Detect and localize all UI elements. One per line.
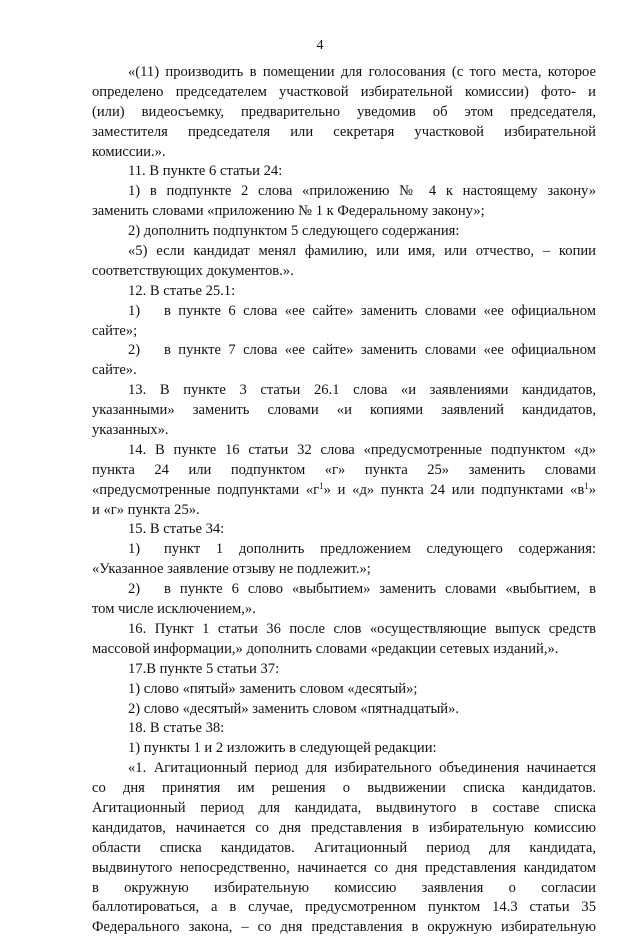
line-text: » [588,481,596,498]
line-text: выдвинутого непосредственно, начинается со дня представления кандидатом [92,859,596,876]
line-text: 1) слово «пятый» заменить словом «десятый»; [128,680,418,697]
text-line [92,759,596,779]
text-line [92,560,596,580]
line-text: » и «д» пункта 24 или подпунктами «в [323,481,585,498]
text-line [92,63,596,83]
text-line [92,421,596,441]
line-text: и «г» пункта 25». [92,501,200,518]
text-line [92,361,596,381]
line-text: области списка кандидатов. Агитационный период для кандидата, [92,839,596,856]
text-line [92,322,596,342]
line-text: в пункте 6 слова «ее сайте» заменить словами «ее официальном [164,302,596,319]
line-text: 1) в подпункте 2 слова «приложению № 4 к настоящему закону» [128,183,596,200]
text-line [92,600,596,620]
text-line [92,859,596,879]
line-text: 16. Пункт 1 статьи 36 после слов «осуществляющие выпуск средств [128,620,596,637]
text-line [92,143,596,163]
line-text: том числе исключением,». [92,601,256,618]
line-text: 14. В пункте 16 статьи 32 слова «предусмотренные подпунктом «д» [128,441,596,458]
list-number: 1) [128,541,141,558]
text-line [92,540,596,560]
text-line [92,739,596,759]
line-text: сайте». [92,362,137,379]
line-text: 2) слово «десятый» заменить словом «пятнадцатый». [128,700,460,717]
line-text: со дня принятия им решения о выдвижении списка кандидатов. [92,780,596,797]
superscript: 1 [584,480,589,491]
line-text: Агитационный период для кандидата, выдвинутого в составе списка [92,799,596,816]
text-line [92,620,596,640]
line-text: 11. В пункте 6 статьи 24: [128,163,283,180]
line-text: заместителя председателя или секретаря участковой избирательной [92,123,596,140]
list-number: 1) [128,302,141,319]
text-line [92,441,596,461]
text-line [92,222,596,242]
text-line [92,719,596,739]
text-line [92,918,596,938]
line-text: «Указанное заявление отзыву не подлежит.»; [92,561,371,578]
text-line [92,461,596,481]
text-line [92,341,596,361]
text-line [92,401,596,421]
line-text: 12. В статье 25.1: [128,282,236,299]
line-text: сайте»; [92,322,138,339]
line-text: 18. В статье 38: [128,720,225,737]
text-line [92,202,596,222]
line-text: 17.В пункте 5 статьи 37: [128,660,280,677]
text-line [92,680,596,700]
text-line [92,162,596,182]
text-line [92,123,596,143]
line-text: «1. Агитационный период для избирательного объединения начинается [128,760,596,777]
text-line [92,520,596,540]
text-line [92,660,596,680]
line-text: «5) если кандидат менял фамилию, или имя, или отчество, – копии [128,243,596,260]
text-line [92,282,596,302]
text-line [92,381,596,401]
line-text: в окружную избирательную комиссию заявления о согласии [92,879,596,896]
line-text: указанных». [92,422,169,439]
text-line [92,242,596,262]
text-line [92,839,596,859]
line-text: (или) видеосъемку, предварительно уведомив об этом председателя, [92,103,596,120]
line-text: 15. В статье 34: [128,521,225,538]
text-line [92,182,596,202]
line-text: 2) дополнить подпунктом 5 следующего содержания: [128,223,460,240]
page-number: 4 [316,38,324,53]
line-text: пункт 1 дополнить предложением следующего содержания: [164,541,596,558]
line-text: в пункте 7 слова «ее сайте» заменить словами «ее официальном [164,342,596,359]
text-line [92,879,596,899]
line-text: «предусмотренные подпунктами «г [92,481,320,498]
document-body [92,63,596,938]
line-text: баллотироваться, а в случае, предусмотренном пунктом 14.3 статьи 35 [92,899,596,916]
text-line [92,83,596,103]
line-text: 1) пункты 1 и 2 изложить в следующей редакции: [128,740,437,757]
line-text: пункта 24 или подпунктом «г» пункта 25» заменить словами [92,461,596,478]
text-line [92,501,596,521]
list-number: 2) [128,342,141,359]
line-text: указанными» заменить словами «и копиями заявлений кандидатов, [92,402,596,419]
line-text: комиссии.». [92,143,166,160]
text-line [92,819,596,839]
text-line [92,779,596,799]
line-text: «(11) производить в помещении для голосования (с того места, которое [128,64,596,80]
line-text: 13. В пункте 3 статьи 26.1 слова «и заявлениями кандидатов, [128,382,596,399]
text-line [92,103,596,123]
text-line [92,700,596,720]
text-line [92,799,596,819]
text-line [92,640,596,660]
line-text: определено председателем участковой избирательной комиссии) фото- и [92,83,596,100]
line-text: соответствующих документов.». [92,262,294,279]
text-line [92,262,596,282]
text-line [92,481,596,501]
line-text: Федерального закона, – со дня представления в окружную избирательную [92,919,596,936]
text-line [92,580,596,600]
superscript: 1 [319,480,324,491]
text-line [92,302,596,322]
line-text: заменить словами «приложению № 1 к Федеральному закону»; [92,203,485,220]
list-number: 2) [128,581,141,598]
text-line [92,898,596,918]
line-text: массовой информации,» дополнить словами «редакции сетевых изданий,». [92,640,559,657]
line-text: кандидатов, начинается со дня представления в избирательную комиссию [92,819,596,836]
line-text: в пункте 6 слово «выбытием» заменить словами «выбытием, в [164,581,596,598]
